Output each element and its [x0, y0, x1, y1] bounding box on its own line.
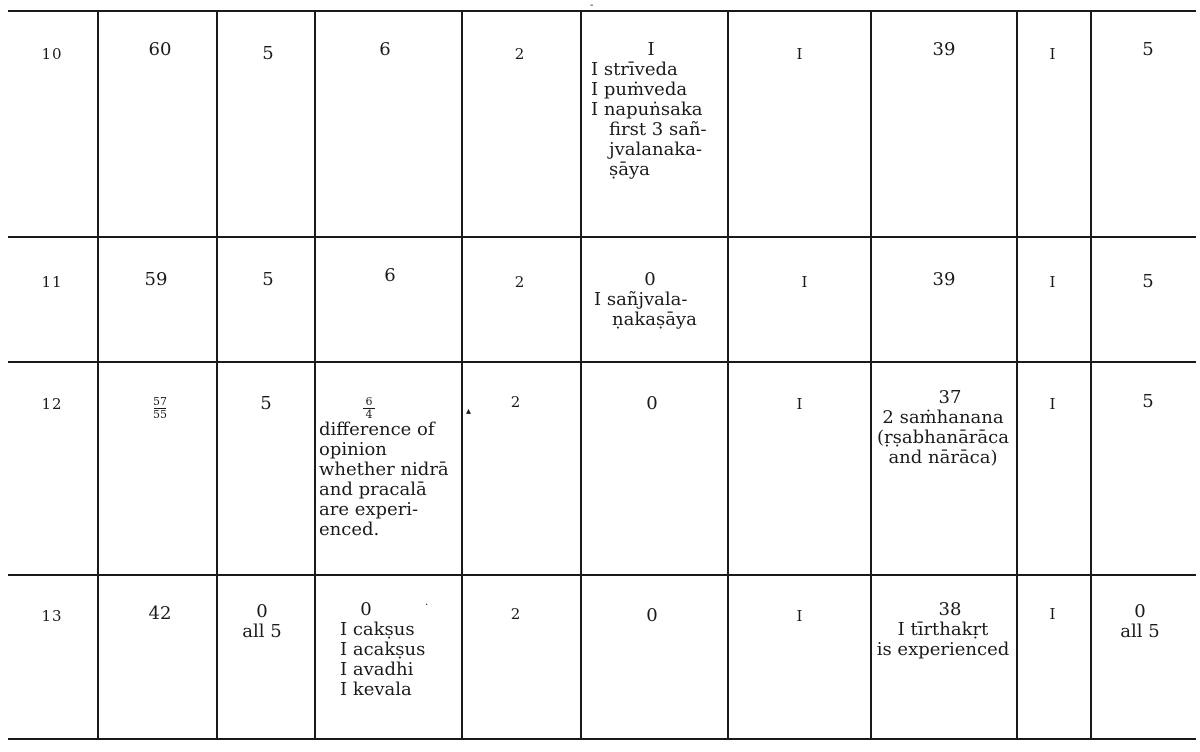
cell-line: 0 — [644, 269, 656, 290]
column-divider — [216, 12, 218, 740]
scan-speck: - — [590, 0, 594, 11]
table-cell: 5 — [262, 269, 274, 290]
cell-line: I puṁveda — [591, 79, 688, 100]
cell-line: 0 — [646, 605, 658, 626]
table-cell: I — [1049, 605, 1057, 623]
cell-line: I cakṣus — [340, 619, 415, 640]
scan-speck: · — [425, 600, 429, 611]
table-cell — [1108, 40, 1188, 60]
table-cell: 42 — [148, 603, 172, 624]
cell-line: 0 — [646, 393, 658, 414]
cell-line: ṇakaṣāya — [612, 309, 697, 330]
table-cell: I — [796, 395, 804, 413]
table-cell — [1100, 602, 1180, 642]
table-cell — [612, 606, 692, 626]
cell-line: is experienced — [876, 639, 1010, 660]
fraction-numerator: 57 — [153, 395, 167, 408]
cell-line: I — [647, 39, 655, 60]
cell-line: 6 — [384, 265, 396, 286]
cell-line: 0 — [360, 599, 372, 620]
cell-line: 5 — [1142, 391, 1154, 412]
cell-line: and pracalā — [319, 479, 427, 500]
table-cell: I — [1049, 395, 1057, 413]
scan-speck: ▴ — [466, 406, 472, 417]
column-divider — [1016, 12, 1018, 740]
table-cell: I — [801, 273, 809, 291]
table-cell — [870, 600, 1016, 660]
cell-line: 39 — [932, 39, 956, 60]
table-cell: I — [796, 45, 804, 63]
cell-line: I kevala — [340, 679, 412, 700]
cell-line: I avadhi — [340, 659, 414, 680]
cell-line: 6 — [379, 39, 391, 60]
table-cell — [904, 40, 984, 60]
table-cell: 2 — [514, 273, 526, 291]
fraction-numerator: 6 — [365, 395, 373, 408]
cell-line: I tīrthakṛt — [897, 619, 989, 640]
cell-line: jvalanaka- — [609, 139, 703, 160]
cell-line: 5 — [1142, 271, 1154, 292]
stage-cell: 11 — [41, 273, 63, 291]
table-cell: 2 — [514, 45, 526, 63]
cell-line: 5 — [1142, 39, 1154, 60]
table-cell: 2 — [510, 393, 522, 411]
cell-line: 0 — [256, 601, 268, 622]
fraction-denominator: 4 — [365, 408, 373, 421]
cell-line: I acakṣus — [340, 639, 426, 660]
cell-line: 0 — [1134, 601, 1146, 622]
table-cell — [120, 390, 200, 420]
fraction-denominator: 55 — [153, 408, 167, 421]
fraction — [153, 397, 167, 420]
cell-line: 2 saṁhanana — [882, 407, 1004, 428]
table-cell — [319, 390, 461, 540]
cell-line: I strīveda — [591, 59, 678, 80]
table-cell: 59 — [144, 269, 168, 290]
table-cell: I — [796, 607, 804, 625]
cell-line: 39 — [932, 269, 956, 290]
cell-line: whether nidrā — [319, 459, 449, 480]
cell-line: all 5 — [1120, 621, 1160, 642]
cell-line: all 5 — [242, 621, 282, 642]
stage-cell: 13 — [41, 607, 63, 625]
stage-cell: 12 — [41, 395, 63, 413]
table-cell — [222, 602, 302, 642]
cell-line: and nārāca) — [888, 447, 998, 468]
fraction — [363, 397, 375, 420]
column-divider — [461, 12, 463, 740]
column-divider — [727, 12, 729, 740]
cell-line: ṣāya — [609, 159, 650, 180]
column-divider — [314, 12, 316, 740]
table-cell — [591, 40, 727, 180]
cell-line: 38 — [938, 599, 962, 620]
cell-line — [319, 390, 419, 420]
table-cell — [345, 40, 425, 60]
table-cell — [1108, 272, 1188, 292]
cell-line: difference of — [319, 419, 435, 440]
cell-line: I napuṅsaka — [591, 99, 703, 120]
table-cell — [594, 270, 730, 330]
table-cell: I — [1049, 273, 1057, 291]
cell-line: I sañjvala- — [594, 289, 688, 310]
cell-line: 37 — [938, 387, 962, 408]
table-cell: 5 — [262, 43, 274, 64]
table-cell — [612, 394, 692, 414]
column-divider — [580, 12, 582, 740]
table-cell — [1108, 392, 1188, 412]
cell-line: (ṛṣabhanārāca — [877, 427, 1009, 448]
table-cell: I — [1049, 45, 1057, 63]
table-cell — [340, 600, 460, 700]
column-divider — [97, 12, 99, 740]
cell-line: first 3 sañ- — [609, 119, 707, 140]
table-cell: 5 — [260, 393, 272, 414]
table-cell: 2 — [510, 605, 522, 623]
cell-line: are experi- — [319, 499, 419, 520]
table-cell: 60 — [148, 39, 172, 60]
cell-line: opinion — [319, 439, 387, 460]
column-divider — [1090, 12, 1092, 740]
table-cell — [904, 270, 984, 290]
stage-cell: 10 — [41, 45, 63, 63]
table-cell — [350, 266, 430, 286]
table-cell — [870, 388, 1016, 468]
cell-line: enced. — [319, 519, 380, 540]
